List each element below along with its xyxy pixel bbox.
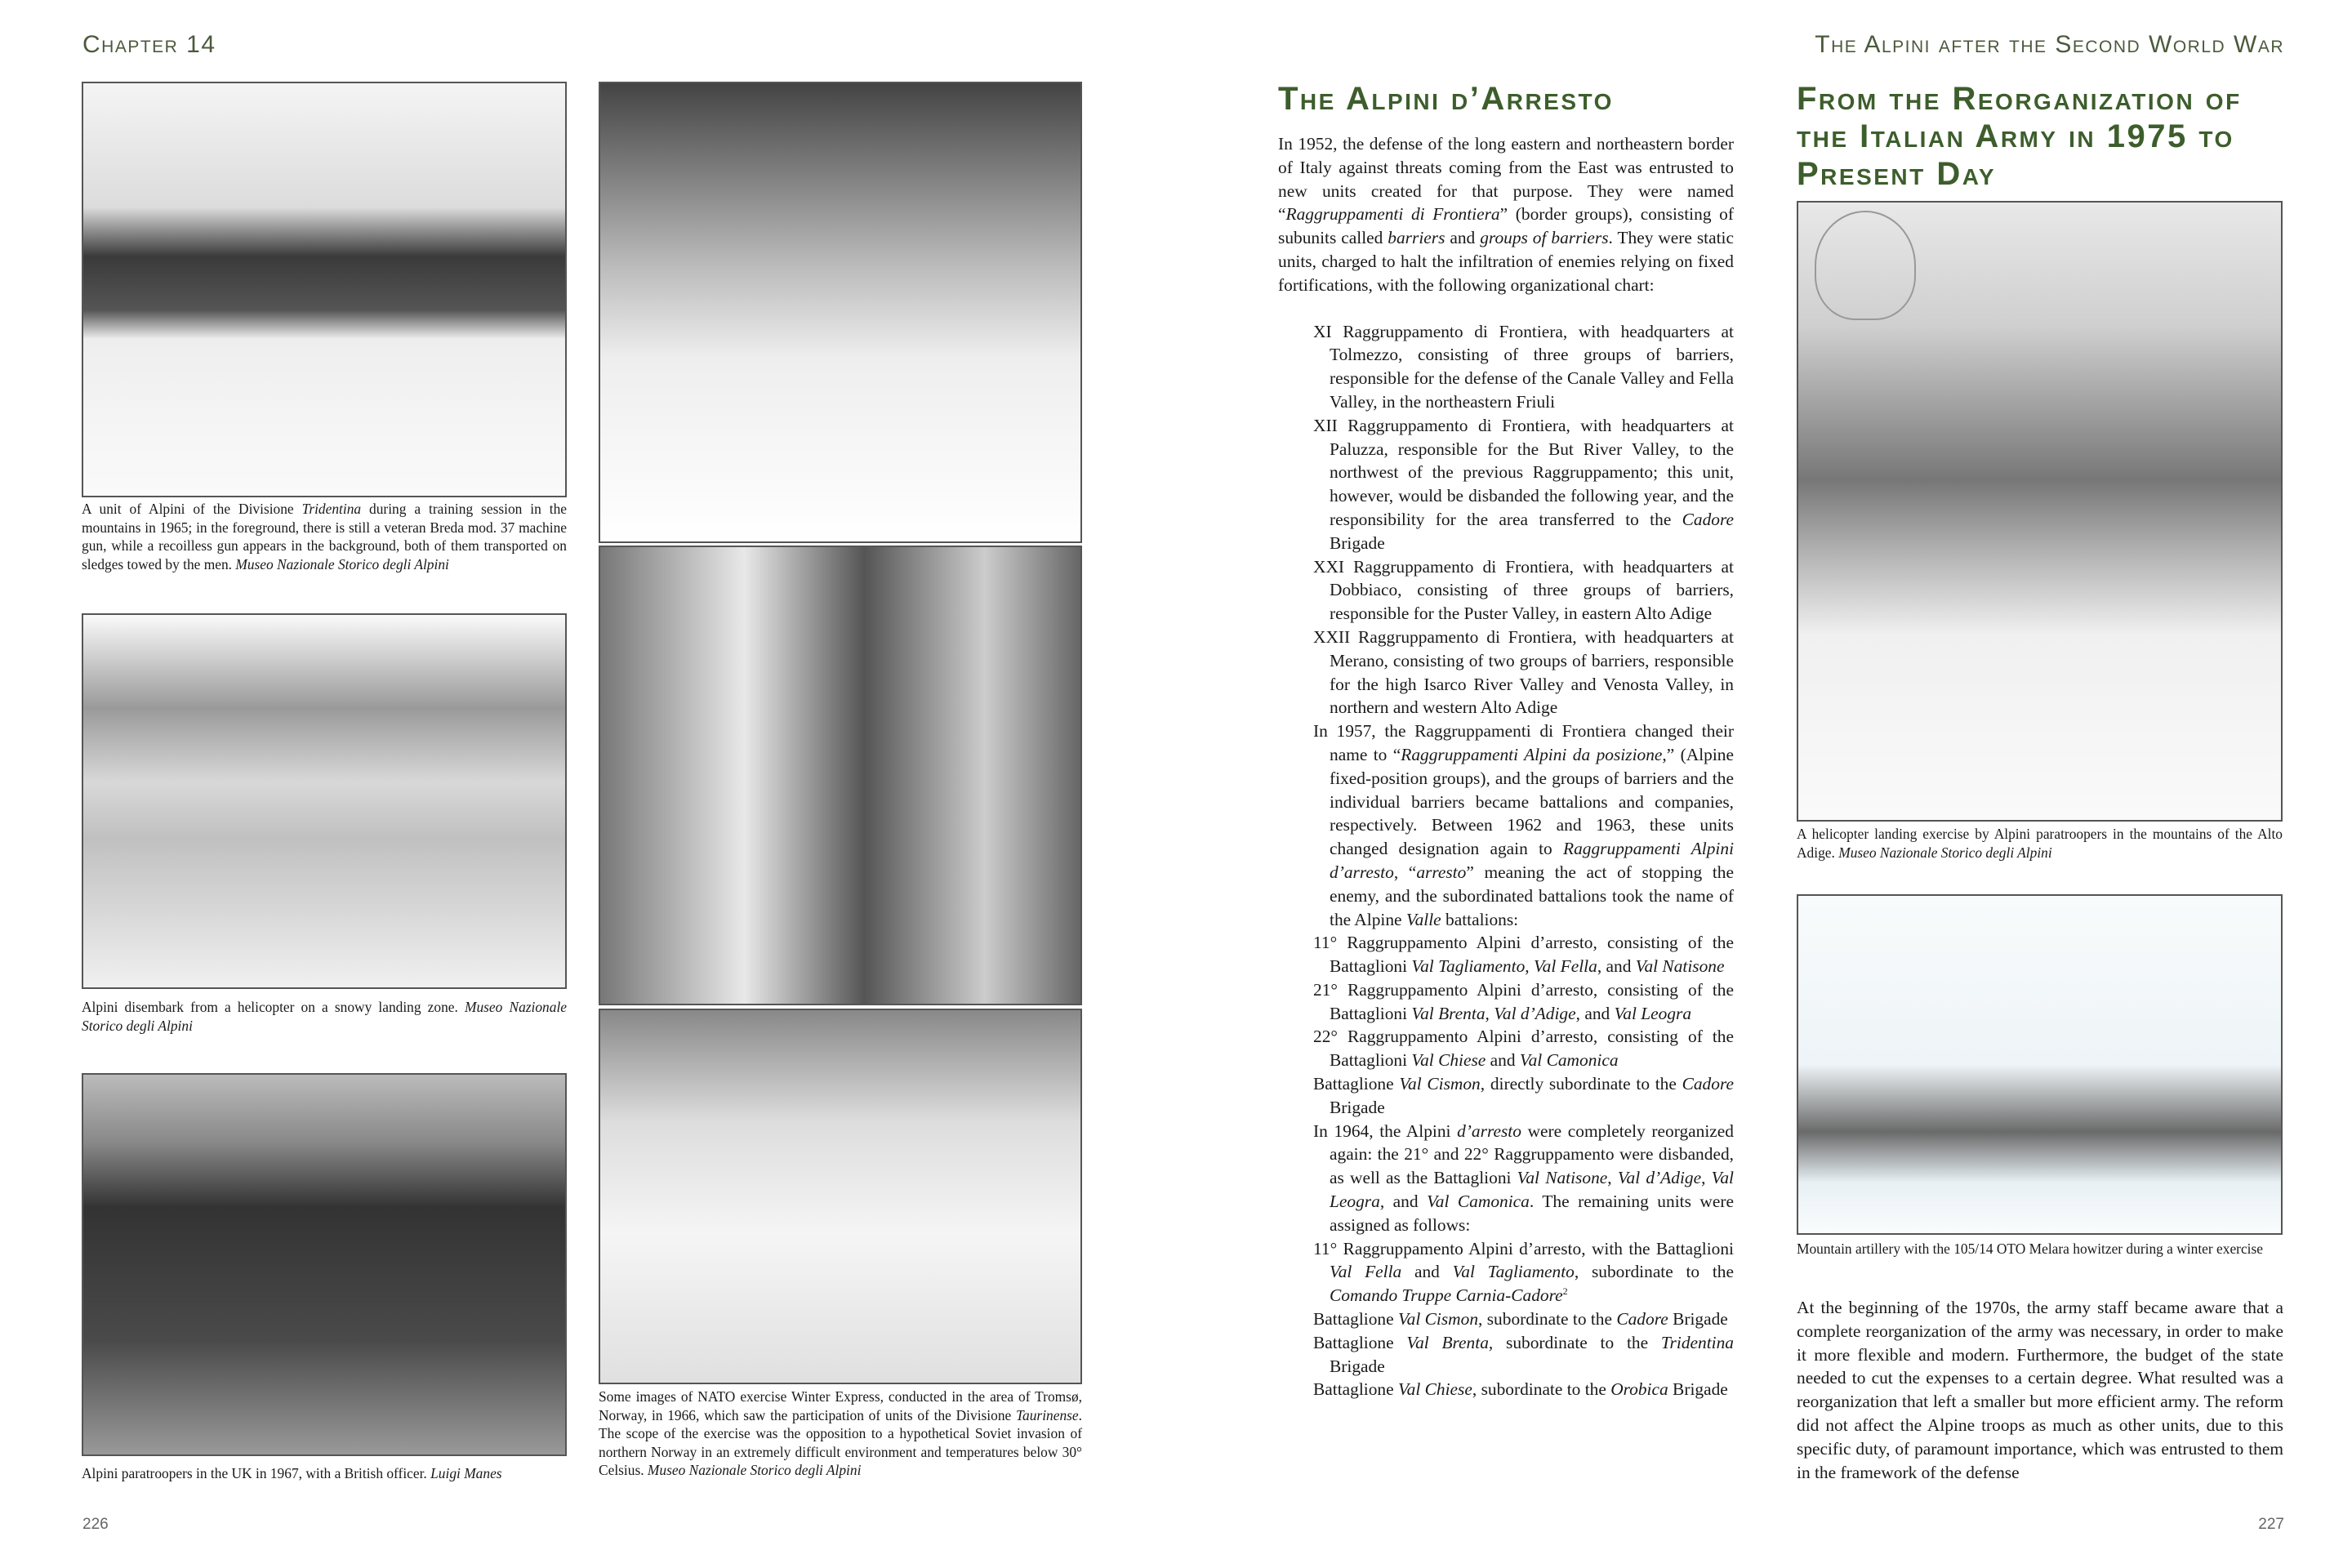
text-run: Val Fella <box>1330 1262 1402 1282</box>
text-run: , <box>1525 956 1534 977</box>
text-run: XXI Raggruppamento di Frontiera, with headquarters at Dobbiaco, consisting of three groups of barriers, responsible for the Puster Valley, in eastern Alto Adige <box>1313 556 1734 624</box>
text-run: Raggruppamenti Alpini d’arresto <box>1330 839 1735 882</box>
text-run: . The remaining units were assigned as follows: <box>1330 1192 1734 1235</box>
text-run: . They were static units, charged to halt the infiltration of enemies relying on fixed fortifications, with the following organizational chart: <box>1278 228 1734 295</box>
text-run: Raggruppamenti di Frontiera <box>1285 204 1500 225</box>
text-run: and <box>1401 1262 1453 1282</box>
page-number-right: 227 <box>2258 1516 2284 1533</box>
text-run: Orobica <box>1610 1379 1668 1400</box>
text-run: Alpini paratroopers in the UK in 1967, with a British officer. <box>82 1465 431 1481</box>
running-head-left: Chapter 14 <box>82 31 216 58</box>
page-number-left: 226 <box>82 1516 109 1533</box>
intro-paragraph <box>1278 132 1734 297</box>
text-run: arresto <box>1416 862 1467 882</box>
text-run: Val Camonica <box>1427 1192 1530 1212</box>
text-run: Valle <box>1405 909 1441 929</box>
text-run: Val Leogra <box>1330 1168 1734 1212</box>
photo-paratroopers-uk-1967 <box>82 1073 567 1456</box>
text-run: were completely reorganized again: the 21° and 22° Raggruppamento were disbanded, as well as the Battaglioni <box>1330 1120 1734 1188</box>
list-item <box>1278 719 1734 931</box>
text-run: Museo Nazionale Storico degli Alpini <box>235 555 449 572</box>
list-item <box>1278 1378 1734 1401</box>
text-run: A helicopter landing exercise by Alpini paratroopers in the mountains of the Alto Adige. <box>1797 826 2283 861</box>
text-run: ” (border groups), consisting of subunits called <box>1278 204 1734 248</box>
text-run: , “ <box>1393 862 1417 882</box>
text-run: Val Leogra <box>1614 1003 1692 1023</box>
organizational-chart-list <box>1278 320 1734 1402</box>
text-run: 22° Raggruppamento Alpini d’arresto, consisting of the Battaglioni <box>1313 1027 1734 1071</box>
list-item <box>1278 1025 1734 1072</box>
text-run: 21° Raggruppamento Alpini d’arresto, consisting of the Battaglioni <box>1313 979 1734 1023</box>
foundation-seal-icon <box>1815 211 1916 320</box>
text-run: Taurinense <box>1015 1406 1079 1423</box>
list-item <box>1278 1331 1734 1379</box>
text-run: , directly subordinate to the <box>1480 1074 1682 1094</box>
text-run: Val Tagliamento <box>1411 956 1526 977</box>
text-run: Luigi Manes <box>430 1465 502 1481</box>
text-run: Brigade <box>1668 1379 1728 1400</box>
text-run: , subordinate to the <box>1478 1309 1617 1330</box>
list-item <box>1278 414 1734 555</box>
photo-nato-exercise-skier <box>599 82 1082 543</box>
text-run: XII Raggruppamento di Frontiera, with headquarters at Paluzza, responsible for the But River Valley, to the northwest of the previous Raggruppamento; this unit, however, would be disbanded the following year, and the responsibility for the area transferred to the <box>1313 415 1734 529</box>
text-run: Val Natisone <box>1517 1168 1608 1188</box>
photo-mountain-artillery-howitzer <box>1797 894 2283 1235</box>
list-item <box>1278 555 1734 626</box>
photo-helicopter-exercise-alto-adige <box>1797 201 2283 822</box>
footnote-ref: 2 <box>1562 1285 1568 1298</box>
text-run: In 1952, the defense of the long eastern and northeastern border of Italy against threats coming from the East was entrusted to new units created for that purpose. They were named “ <box>1278 134 1734 225</box>
text-run: barriers <box>1388 228 1446 248</box>
list-item <box>1278 978 1734 1026</box>
text-run: 11° Raggruppamento Alpini d’arresto, consisting of the Battaglioni <box>1313 933 1734 977</box>
list-item <box>1278 320 1734 414</box>
photo-nato-exercise-sledge <box>599 1009 1082 1384</box>
text-run: Val Cismon <box>1399 1074 1481 1094</box>
text-run: Battaglione <box>1313 1074 1400 1094</box>
text-run: Comando Truppe Carnia-Cadore <box>1330 1285 1563 1306</box>
text-run: Brigade <box>1330 1097 1385 1117</box>
photo-alpini-training-1965 <box>82 82 567 497</box>
list-item <box>1278 931 1734 978</box>
text-run: , <box>1485 1003 1494 1023</box>
text-run: Val Camonica <box>1519 1050 1619 1071</box>
caption-paratroopers-uk <box>82 1464 567 1483</box>
text-run: , <box>1701 1168 1712 1188</box>
text-run: At the beginning of the 1970s, the army staff became aware that a complete reorganization of the army was necessary, in order to make it more flexible and modern. Furthermore, the budget of the state needed to cut the expenses to a certain degree. What resulted was a reorganization that left a smaller but more efficient army. The reform did not affect the Alpine troops as much as other units, due to this specific duty, of paramount importance, which was entrusted to them in the framework of the defense <box>1797 1298 2283 1482</box>
section-body-reorganization <box>1797 1296 2283 1484</box>
caption-mountain-artillery <box>1797 1240 2283 1258</box>
text-run: Cadore <box>1682 1074 1734 1094</box>
text-run: Some images of NATO exercise Winter Express, conducted in the area of Tromsø, Norway, in 1966, which saw the participation of units of the Divisione <box>599 1388 1082 1423</box>
running-head-right: The Alpini after the Second World War <box>1815 31 2284 58</box>
text-run: ” meaning the act of stopping the enemy, and the subordinated battalions took the name of the Alpine <box>1330 862 1734 929</box>
text-run: Alpini disembark from a helicopter on a snowy landing zone. <box>82 999 465 1015</box>
text-run: Mountain artillery with the 105/14 OTO Melara howitzer during a winter exercise <box>1797 1241 2263 1257</box>
list-item <box>1278 626 1734 719</box>
text-run: A unit of Alpini of the Divisione <box>82 501 302 517</box>
list-item <box>1278 1120 1734 1237</box>
caption-training-1965 <box>82 500 567 573</box>
photo-helicopter-landing-zone <box>82 613 567 989</box>
text-run: Tridentina <box>301 501 362 517</box>
text-run: Cadore <box>1616 1309 1668 1330</box>
text-run: Val Fella <box>1533 956 1597 977</box>
text-run: XXII Raggruppamento di Frontiera, with headquarters at Merano, consisting of two groups of barriers, responsible for the high Isarco River Valley and Venosta Valley, in northern and western Alto Adige <box>1313 626 1734 718</box>
text-run: Battaglione <box>1313 1379 1398 1400</box>
text-run: ,” (Alpine fixed-position groups), and the groups of barriers and the individual barriers became battalions and companies, respectively. Between 1962 and 1963, these units changed designation again to <box>1330 744 1734 859</box>
list-item <box>1278 1307 1734 1331</box>
text-run: Val d’Adige <box>1617 1168 1702 1188</box>
text-run: Brigade <box>1330 1356 1385 1376</box>
text-run: Val Brenta <box>1411 1003 1486 1023</box>
text-run: during a training session in the mountains in 1965; in the foreground, there is still a veteran Breda mod. 37 machine gun, while a recoilless gun appears in the background, both of them transported on sledges towed by the men. <box>82 501 567 572</box>
body-paragraph <box>1797 1296 2283 1484</box>
text-run: , and <box>1379 1192 1428 1212</box>
text-run: Brigade <box>1330 532 1385 553</box>
text-run: Museo Nazionale Storico degli Alpini <box>647 1462 862 1479</box>
text-run: Museo Nazionale Storico degli Alpini <box>82 999 567 1034</box>
text-run: Val d’Adige <box>1494 1003 1576 1023</box>
text-run: In 1957, the Raggruppamenti di Frontiera changed their name to “ <box>1313 721 1734 764</box>
text-run: Battaglione <box>1313 1332 1407 1352</box>
section-title-reorganization: From the Reorganization of the Italian Army in 1975 to Present Day <box>1797 81 2242 192</box>
text-run: and <box>1486 1050 1520 1071</box>
text-run: XI Raggruppamento di Frontiera, with headquarters at Tolmezzo, consisting of three groups of barriers, responsible for the defense of the Canale Valley and Fella Valley, in the northeastern Friuli <box>1313 321 1734 412</box>
list-item <box>1278 1237 1734 1307</box>
caption-helicopter-landing <box>82 998 567 1035</box>
text-run: Tridentina <box>1660 1332 1734 1352</box>
caption-helicopter-exercise <box>1797 825 2283 862</box>
text-run: Val Natisone <box>1635 956 1725 977</box>
text-run: 11° Raggruppamento Alpini d’arresto, with the Battaglioni <box>1313 1238 1734 1258</box>
text-run: battalions: <box>1441 909 1519 929</box>
text-run: , subordinate to the <box>1472 1379 1611 1400</box>
text-run: Cadore <box>1682 509 1734 529</box>
photo-nato-exercise-recoilless-gun <box>599 546 1082 1005</box>
list-item <box>1278 1072 1734 1120</box>
text-run: and <box>1445 228 1481 248</box>
text-run: Val Cismon <box>1397 1309 1479 1330</box>
section-title-alpini-arresto: The Alpini d’Arresto <box>1278 81 1614 117</box>
text-run: Museo Nazionale Storico degli Alpini <box>1838 844 2052 861</box>
text-run: Val Tagliamento <box>1452 1262 1575 1282</box>
text-run: Val Chiese <box>1411 1050 1486 1071</box>
text-run: . The scope of the exercise was the opposition to a hypothetical Soviet invasion of northern Norway in an extremely difficult environment and temperatures below 30° Celsius. <box>599 1406 1082 1479</box>
text-run: , subordinate to the <box>1488 1332 1661 1352</box>
text-run: d’arresto <box>1457 1120 1521 1141</box>
text-run: , and <box>1597 956 1636 977</box>
text-run: , and <box>1575 1003 1615 1023</box>
text-run: Brigade <box>1668 1309 1728 1330</box>
text-run: Battaglione <box>1313 1309 1398 1330</box>
text-run: Raggruppamenti Alpini da posizione <box>1401 744 1663 764</box>
caption-nato-exercise <box>599 1388 1082 1480</box>
text-run: , subordinate to the <box>1574 1262 1734 1282</box>
text-run: In 1964, the Alpini <box>1313 1120 1458 1141</box>
text-run: Val Chiese <box>1397 1379 1472 1400</box>
text-run: groups of barriers <box>1480 228 1609 248</box>
text-run: Val Brenta <box>1406 1332 1489 1352</box>
section-body-alpini-arresto <box>1278 132 1734 1401</box>
text-run: , <box>1607 1168 1618 1188</box>
